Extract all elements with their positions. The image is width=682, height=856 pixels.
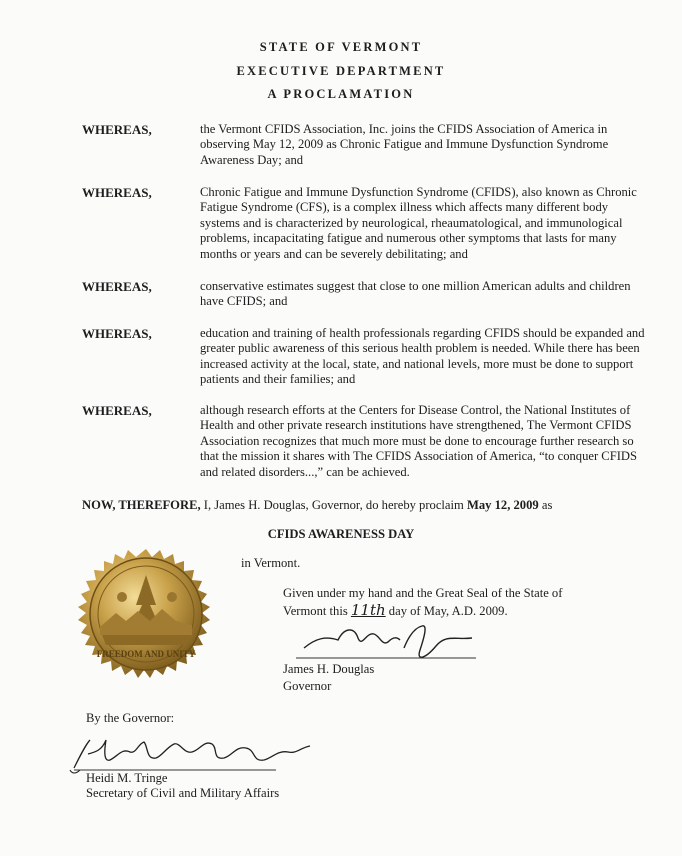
whereas-label-1: WHEREAS, — [82, 122, 152, 137]
whereas-text-3: conservative estimates suggest that close to one million American adults and children have CFIDS; and — [200, 279, 631, 309]
proclaim-mid: I, James H. Douglas, Governor, do hereby proclaim — [200, 498, 467, 512]
whereas-text-5: although research efforts at the Centers for Disease Control, the National Institutes of Health and other private research institutions have strengthened, The Vermont CFIDS Association recognizes that much more must be done to encourage further research so that the mission it shares with The CFIDS Association of America, “to conquer CFIDS and related disorders...,” can be achieved. — [200, 403, 638, 479]
great-seal-icon — [66, 535, 226, 695]
whereas-label-4: WHEREAS, — [82, 326, 152, 341]
secretary-name: Heidi M. Tringe — [86, 771, 168, 785]
whereas-label-2: WHEREAS, — [82, 185, 152, 200]
header-department: EXECUTIVE DEPARTMENT — [236, 64, 446, 78]
proclaim-line — [82, 498, 552, 513]
secretary-title: Secretary of Civil and Military Affairs — [86, 786, 280, 800]
governor-title: Governor — [283, 679, 332, 693]
proclaim-date: May 12, 2009 — [466, 498, 539, 512]
header-proclamation: A PROCLAMATION — [267, 87, 415, 101]
governor-name: James H. Douglas — [283, 662, 375, 676]
whereas-label-3: WHEREAS, — [82, 279, 152, 294]
by-the-governor: By the Governor: — [86, 711, 175, 725]
whereas-text-4: education and training of health professionals regarding CFIDS should be expanded and greater public awareness of this serious health problem is needed. While there has been increased activity at the local, state, and national levels, more must be done to support patients and their families; and — [200, 326, 645, 387]
given-line-1: Given under my hand and the Great Seal of the State of — [283, 586, 563, 600]
whereas-text-2: Chronic Fatigue and Immune Dysfunction Syndrome (CFIDS), also known as Chronic Fatigue Syndrome (CFS), is a complex illness which affects many different body systems and is characterized by neurological, rheaumatological, and immunological problems, incapacitating fatigue and numerous other symptoms that lasts for many months or years and can be severely debilitating; and — [200, 185, 637, 261]
handwritten-day: 11th — [350, 601, 386, 619]
given-line-2-pre: Vermont this — [283, 604, 351, 618]
governor-signature-icon — [296, 618, 476, 668]
whereas-text-1: the Vermont CFIDS Association, Inc. joins the CFIDS Association of America in observing May 12, 2009 as Chronic Fatigue and Immune Dysfunction Syndrome Awareness Day; and — [200, 122, 609, 167]
awareness-day-title: CFIDS AWARENESS DAY — [267, 527, 415, 541]
proclaim-tail: as — [538, 498, 553, 512]
location-text: in Vermont. — [241, 556, 301, 570]
seal-motto: FREEDOM AND UNITY — [96, 649, 196, 659]
given-line-2 — [283, 601, 508, 619]
header-state: STATE OF VERMONT — [259, 40, 423, 54]
whereas-label-5: WHEREAS, — [82, 403, 152, 418]
given-line-2-post: day of May, A.D. 2009. — [385, 604, 508, 618]
proclaim-lead: NOW, THEREFORE, — [82, 498, 201, 512]
